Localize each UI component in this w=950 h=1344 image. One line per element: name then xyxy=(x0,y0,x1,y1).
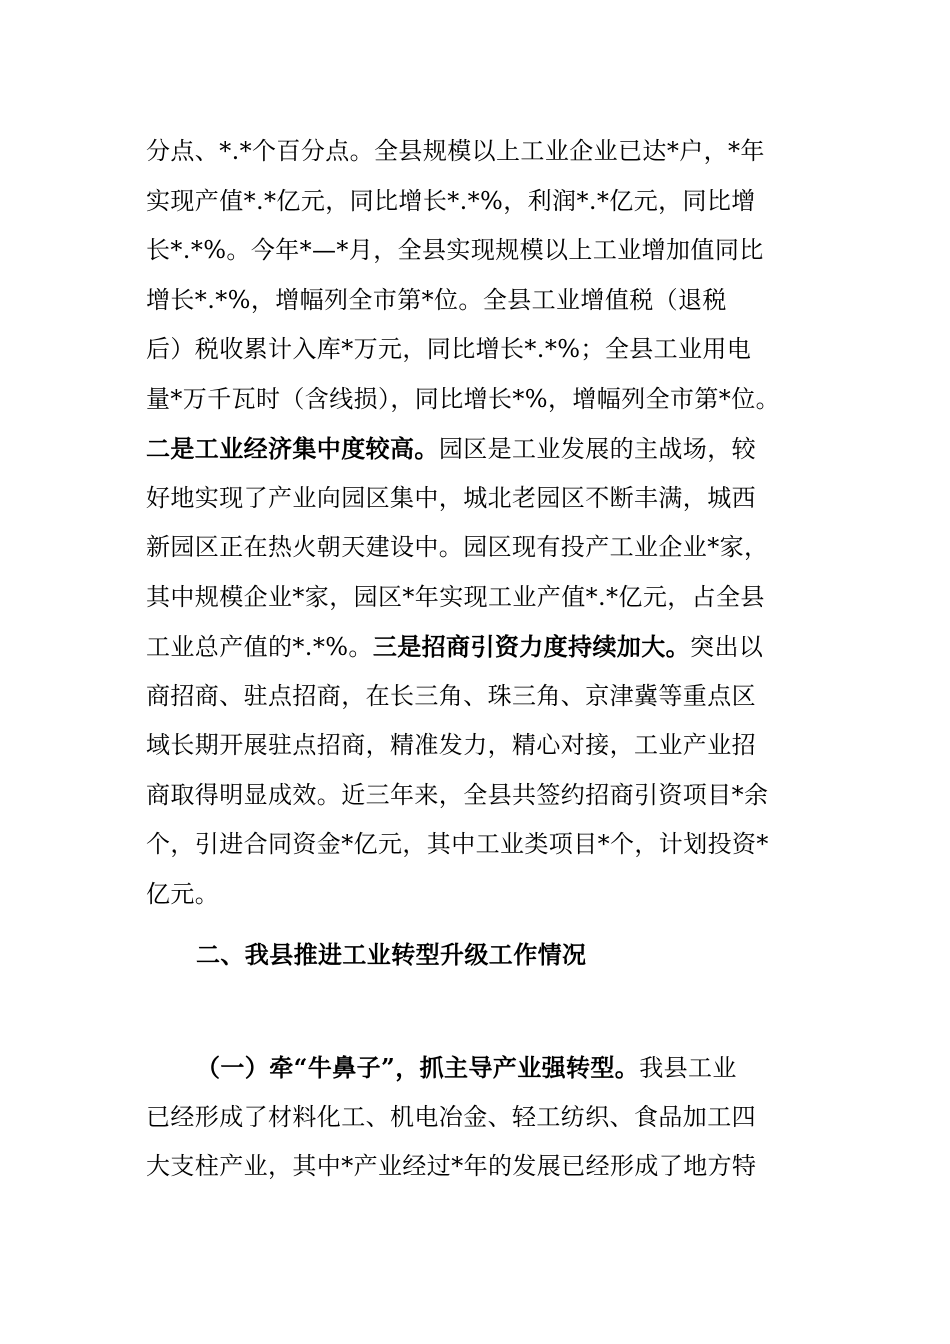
text-line xyxy=(146,622,816,672)
text-line: 后）税收累计入库*万元，同比增长*.*%；全县工业用电 xyxy=(146,335,752,363)
section-heading: 二、我县推进工业转型升级工作情况 xyxy=(196,940,587,969)
subsection-body xyxy=(146,1043,816,1192)
text-line: 已经形成了材料化工、机电冶金、轻工纺织、食品加工四 xyxy=(146,1102,756,1131)
text-line: 亿元。 xyxy=(146,879,220,908)
text-line: 商招商、驻点招商，在长三角、珠三角、京津冀等重点区 xyxy=(146,681,756,710)
text-line: 个，引进合同资金*亿元，其中工业类项目*个，计划投资* xyxy=(146,830,769,858)
text-line: 其中规模企业*家，园区*年实现工业产值*.*亿元，占全县 xyxy=(146,582,765,611)
text-line: 长*.*%。今年*—*月，全县实现规模以上工业增加值同比 xyxy=(146,236,764,264)
text-line: 商取得明显成效。近三年来，全县共签约招商引资项目*余 xyxy=(146,780,769,809)
text-run: 园区是工业发展的主战场，较 xyxy=(438,435,757,463)
text-line: 大支柱产业，其中*产业经过*年的发展已经形成了地方特 xyxy=(146,1152,757,1180)
text-line: 好地实现了产业向园区集中，城北老园区不断丰满，城西 xyxy=(146,483,756,512)
document-body xyxy=(146,127,816,919)
text-line xyxy=(146,424,816,474)
point-three-heading: 三是招商引资力度持续加大。 xyxy=(372,632,691,661)
text-line xyxy=(146,1043,816,1093)
point-two-heading: 二是工业经济集中度较高。 xyxy=(146,434,439,463)
text-line: 域长期开展驻点招商，精准发力，精心对接，工业产业招 xyxy=(146,731,756,759)
text-line: 新园区正在热火朝天建设中。园区现有投产工业企业*家， xyxy=(146,533,769,561)
text-run: 我县工业 xyxy=(639,1054,737,1082)
subsection-heading: （一）牵“牛鼻子”，抓主导产业强转型。 xyxy=(196,1053,640,1082)
text-run: 突出以 xyxy=(690,633,764,661)
text-run: 工业总产值的*.*%。 xyxy=(146,633,373,661)
text-line: 增长*.*%，增幅列全市第*位。全县工业增值税（退税 xyxy=(146,285,727,314)
text-line: 实现产值*.*亿元，同比增长*.*%，利润*.*亿元，同比增 xyxy=(146,186,756,215)
text-line: 分点、*.*个百分点。全县规模以上工业企业已达*户，*年 xyxy=(146,137,765,165)
text-line: 量*万千瓦时（含线损），同比增长*%，增幅列全市第*位。 xyxy=(146,384,781,413)
